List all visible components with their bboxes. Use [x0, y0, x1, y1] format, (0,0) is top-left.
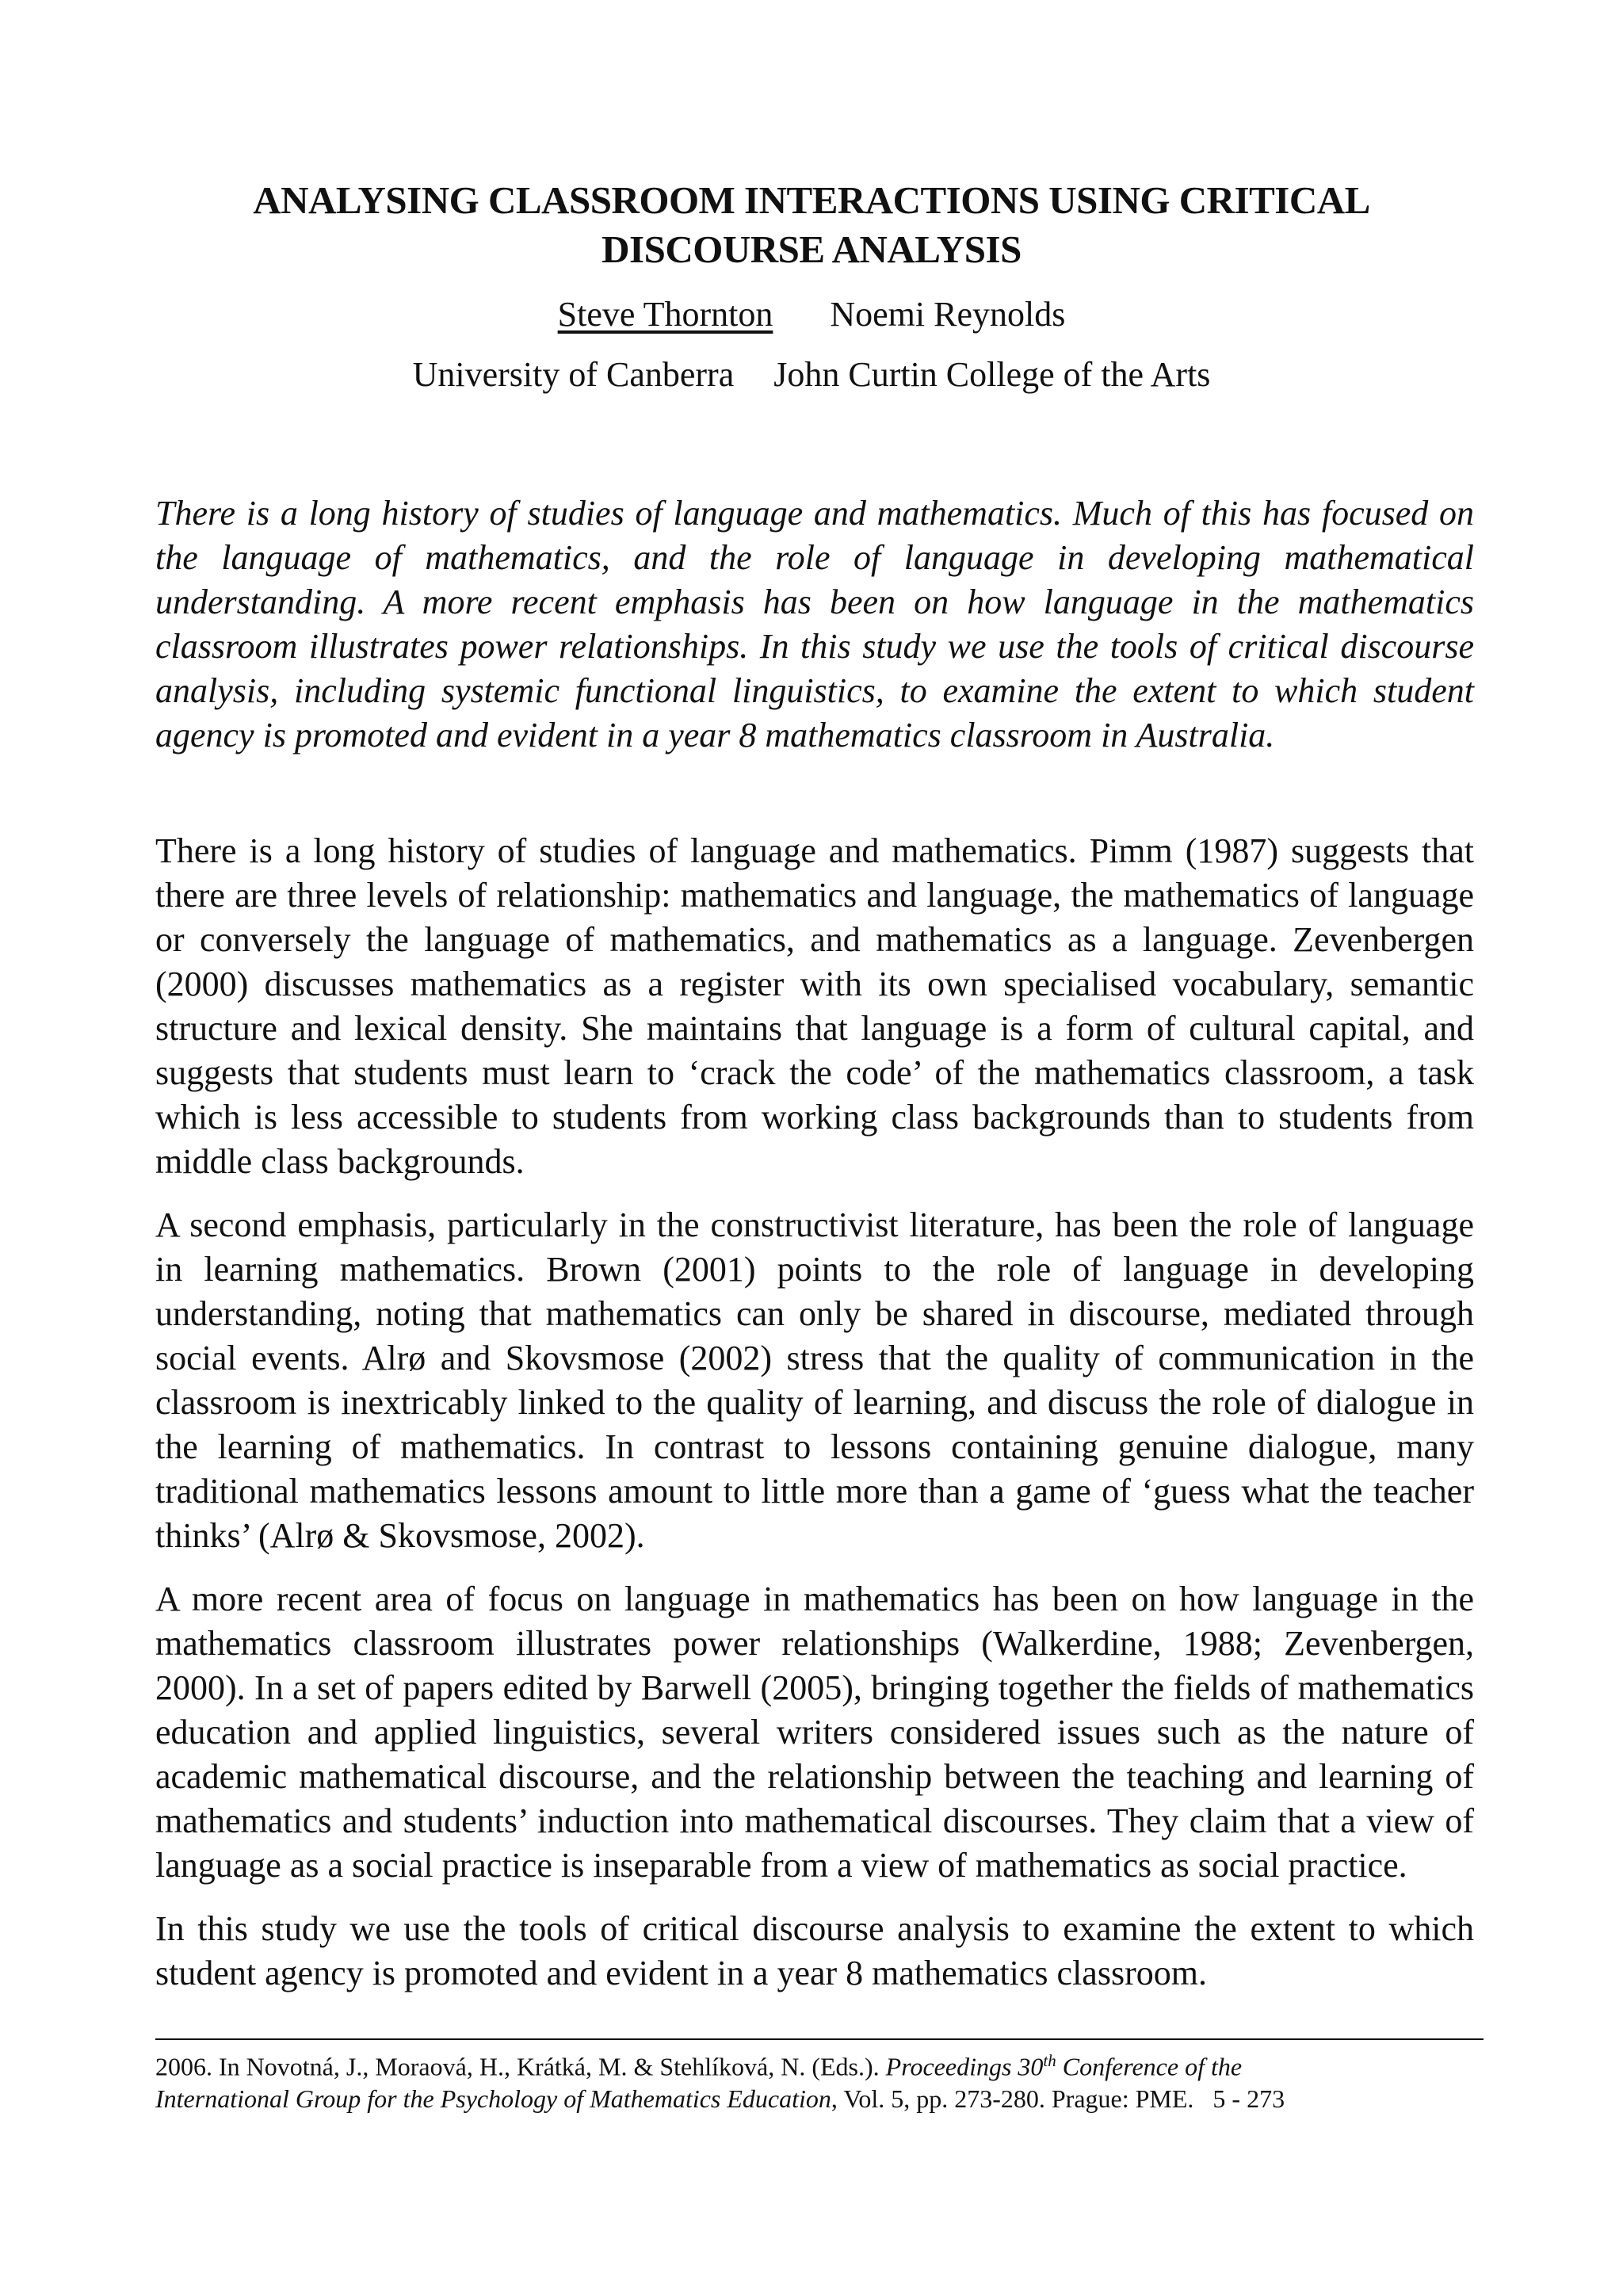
author-name: Noemi Reynolds — [830, 295, 1066, 334]
abstract: There is a long history of studies of language and mathematics. Much of this has focused on the language of mathematics, and the role of language in developing mathematical understanding. A more recent emphasis has been on how language in the mathematics classroom illustrates power relationships. In this study we use the tools of critical discourse analysis, including systemic functional linguistics, to examine the extent to which student agency is promoted and evident in a year 8 mathematics classroom in Australia. — [155, 494, 1474, 755]
footer-line-1 — [155, 2045, 1484, 2083]
footer-line-2 — [155, 2083, 1484, 2115]
title-line-2: DISCOURSE ANALYSIS — [601, 227, 1022, 271]
author-list — [155, 292, 1468, 338]
affiliation: University of Canberra — [412, 355, 735, 394]
footer-text: th — [1043, 2051, 1056, 2070]
author-name: Steve Thornton — [557, 295, 773, 334]
body-paragraph: There is a long history of studies of language and mathematics. Pimm (1987) suggests that there are three levels of relationship: mathematics and language, the mathematics of language or conversely the language of mathematics, and mathematics as a language. Zevenbergen (2000) discusses mathematics as a register with its own specialised vocabulary, semantic structure and lexical density. She maintains that language is a form of cultural capital, and suggests that students must learn to ‘crack the code’ of the mathematics classroom, a task which is less accessible to students from working class backgrounds than to students from middle class backgrounds. — [155, 831, 1474, 1181]
body-paragraph: In this study we use the tools of critical discourse analysis to examine the extent to which student agency is promoted and evident in a year 8 mathematics classroom. — [155, 1909, 1474, 1992]
body-paragraph: A more recent area of focus on language in mathematics has been on how language in the mathematics classroom illustrates power relationships (Walkerdine, 1988; Zevenbergen, 2000). In a set of papers edited by Barwell (2005), bringing together the fields of mathematics education and applied linguistics, several writers considered issues such as the nature of academic mathematical discourse, and the relationship between the teaching and learning of mathematics and students’ induction into mathematical discourses. They claim that a view of language as a social practice is inseparable from a view of mathematics as social practice. — [155, 1580, 1474, 1885]
body-text — [155, 829, 1474, 2015]
footer-text: Proceedings 30 — [885, 2052, 1044, 2081]
footer-rule — [155, 2038, 1484, 2040]
affiliation: John Curtin College of the Arts — [773, 355, 1211, 394]
body-paragraph: A second emphasis, particularly in the constructivist literature, has been the role of language in learning mathematics. Brown (2001) points to the role of language in developing understanding, noting that mathematics can only be shared in discourse, mediated through social events. Alrø and Skovsmose (2002) stress that the quality of communication in the classroom is inextricably linked to the quality of learning, and discuss the role of dialogue in the learning of mathematics. In contrast to lessons containing genuine dialogue, many traditional mathematics lessons amount to little more than a game of ‘guess what the teacher thinks’ (Alrø & Skovsmose, 2002). — [155, 1205, 1474, 1555]
title-line-1: ANALYSING CLASSROOM INTERACTIONS USING CRITICAL — [253, 178, 1370, 222]
footer-text: , Vol. 5, pp. 273-280. Prague: PME. — [831, 2084, 1194, 2113]
footer-text: 2006. In Novotná, J., Moraová, H., Krátká, M. & Stehlíková, N. (Eds.). — [155, 2052, 886, 2081]
citation-footer — [155, 2045, 1484, 2115]
affiliation-list — [155, 352, 1468, 398]
paper-title — [155, 176, 1468, 274]
page-number: 5 - 273 — [1212, 2084, 1285, 2113]
footer-text: International Group for the Psychology of Mathematics Education — [155, 2084, 831, 2113]
footer-text: Conference of the — [1056, 2052, 1243, 2081]
